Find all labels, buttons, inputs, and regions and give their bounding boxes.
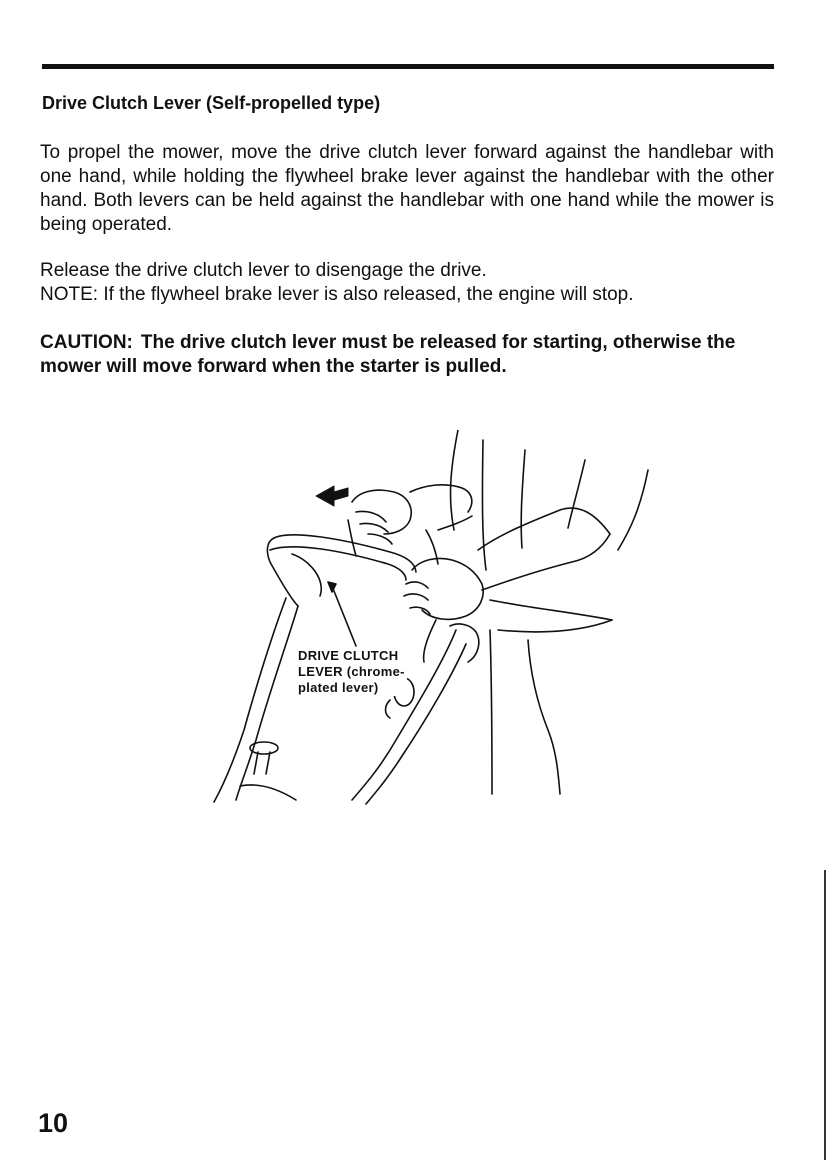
- release-line: Release the drive clutch lever to disengage the drive.: [40, 260, 487, 281]
- scan-edge-line: [824, 870, 826, 1160]
- paragraph-release: [40, 259, 774, 307]
- page-number: 10: [38, 1108, 69, 1138]
- mower-handle-illustration: [200, 430, 660, 810]
- callout-line-3: plated lever): [298, 680, 379, 695]
- callout-line-2: LEVER (chrome-: [298, 664, 405, 679]
- paragraph-propel: To propel the mower, move the drive clutch lever forward against the handlebar with one hand, while holding the flywheel brake lever against the handlebar with the other hand. Both levers can be held against the handlebar with one hand while the mower is being operated.: [40, 142, 774, 235]
- caution-notice: [40, 331, 774, 379]
- callout-line-1: DRIVE CLUTCH: [298, 648, 399, 663]
- caution-label: CAUTION:: [40, 332, 133, 353]
- note-line: NOTE: If the flywheel brake lever is also released, the engine will stop.: [40, 284, 634, 305]
- caution-text: The drive clutch lever must be released for starting, otherwise the mower will move forward when the starter is pulled.: [40, 332, 736, 377]
- top-rule: [42, 64, 774, 69]
- drive-clutch-lever-callout: [296, 648, 407, 696]
- section-heading: Drive Clutch Lever (Self-propelled type): [42, 93, 381, 113]
